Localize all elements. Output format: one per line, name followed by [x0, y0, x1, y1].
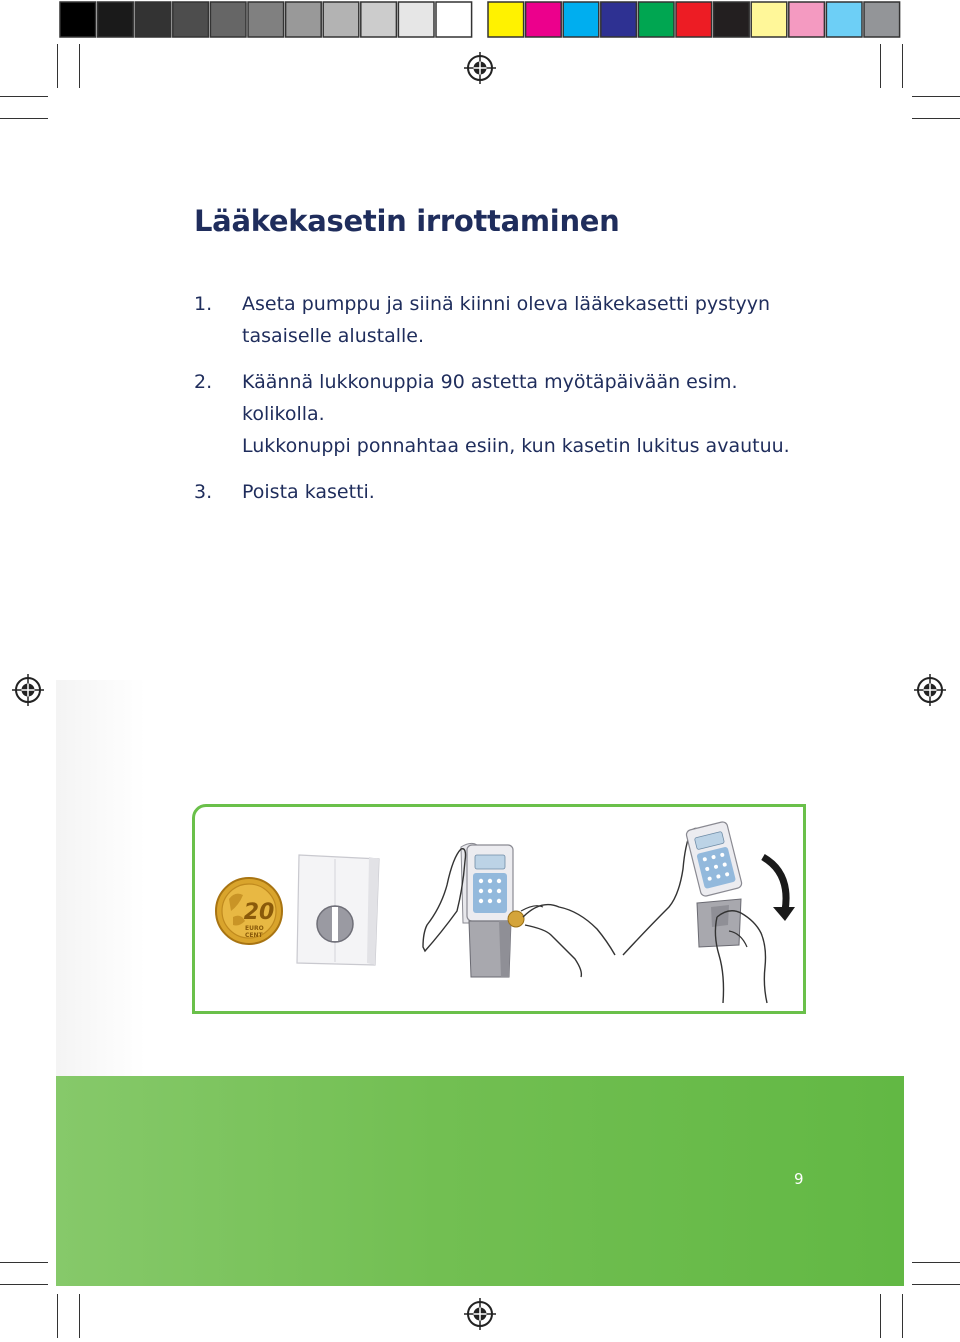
- footer-band: [56, 1076, 904, 1286]
- process-swatch: [789, 2, 825, 37]
- step-1: [194, 288, 854, 352]
- step-3: [194, 476, 854, 508]
- gray-swatch: [60, 2, 96, 37]
- step-text-line: Lukkonuppi ponnahtaa esiin, kun kasetin lukitus avautuu.: [242, 435, 790, 457]
- coin-label: CENT: [245, 932, 263, 939]
- step-text-line: Käännä lukkonuppia 90 astetta myötäpäivään esim.: [242, 371, 738, 393]
- registration-mark-icon: [464, 52, 496, 84]
- cassette-knob-icon: [297, 855, 379, 965]
- step-text-line: Poista kasetti.: [242, 481, 375, 503]
- step-number: 1.: [194, 293, 213, 315]
- page-number: 9: [794, 1170, 804, 1188]
- gray-swatch: [323, 2, 359, 37]
- gray-swatch: [210, 2, 246, 37]
- step-text-line: Aseta pumppu ja siinä kiinni oleva lääkekasetti pystyyn: [242, 293, 771, 315]
- process-swatch: [638, 2, 674, 37]
- process-swatch: [488, 2, 524, 37]
- gray-swatch: [286, 2, 322, 37]
- gray-swatch: [248, 2, 284, 37]
- step-text-line: tasaiselle alustalle.: [242, 325, 425, 347]
- gray-swatch: [436, 2, 472, 37]
- pump-coin-turn-icon: [423, 843, 615, 977]
- step-2: [194, 366, 854, 462]
- pump-rotate-arrow-icon: [623, 821, 795, 1003]
- registration-mark-icon: [12, 674, 44, 706]
- process-swatch: [826, 2, 862, 37]
- gray-swatch: [135, 2, 171, 37]
- step-number: 3.: [194, 481, 213, 503]
- coin-icon: [216, 878, 282, 944]
- coin-label: EURO: [245, 925, 264, 932]
- registration-mark-icon: [464, 1298, 496, 1330]
- gray-swatch: [398, 2, 434, 37]
- illustration-panel: [192, 804, 806, 1014]
- page-title: Lääkekasetin irrottaminen: [194, 204, 620, 238]
- process-swatch: [526, 2, 562, 37]
- gray-swatch: [98, 2, 134, 37]
- print-color-bar: [58, 0, 904, 40]
- process-swatch: [864, 2, 900, 37]
- step-text-line: kolikolla.: [242, 403, 325, 425]
- gray-swatch: [173, 2, 209, 37]
- step-number: 2.: [194, 371, 213, 393]
- process-swatch: [751, 2, 787, 37]
- registration-mark-icon: [914, 674, 946, 706]
- page-shade: [56, 680, 146, 1076]
- process-swatch: [563, 2, 599, 37]
- process-swatch: [601, 2, 637, 37]
- coin-value: 20: [243, 900, 275, 925]
- process-swatch: [676, 2, 712, 37]
- process-swatch: [714, 2, 750, 37]
- gray-swatch: [361, 2, 397, 37]
